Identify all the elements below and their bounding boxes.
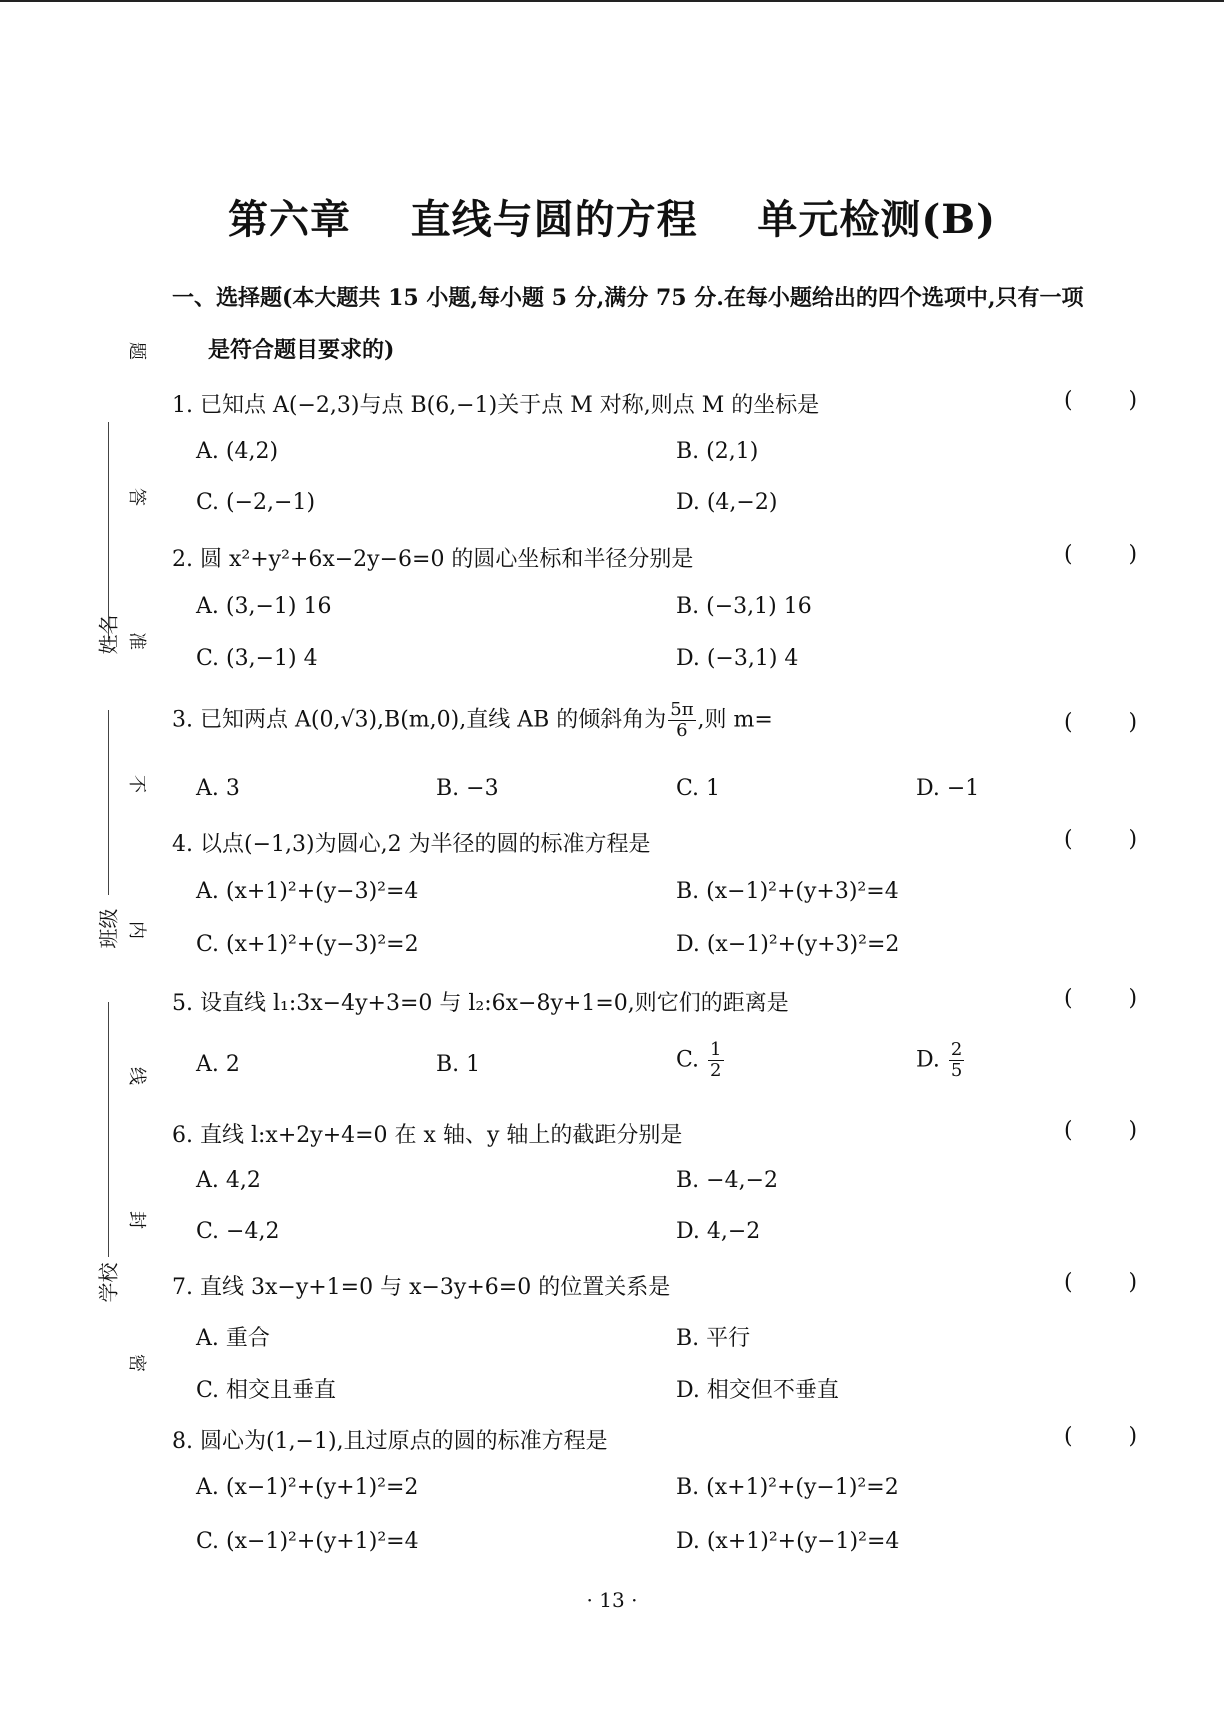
fraction-denominator: 2 (710, 1060, 722, 1081)
question-4-option-c[interactable]: C. (x+1)²+(y−3)²=2 (196, 932, 419, 957)
question-2-option-b[interactable]: B. (−3,1) 16 (676, 594, 812, 619)
question-1-option-a[interactable]: A. (4,2) (196, 439, 279, 464)
question-3-option-b[interactable]: B. −3 (436, 776, 499, 801)
question-4-option-b[interactable]: B. (x−1)²+(y+3)²=4 (676, 879, 899, 904)
question-4-option-a[interactable]: A. (x+1)²+(y−3)²=4 (196, 879, 419, 904)
fraction-numerator: 2 (950, 1039, 963, 1060)
seal-char-2: 答 (126, 488, 147, 506)
question-5-option-c-label: C. (676, 1047, 707, 1073)
question-7-option-d[interactable]: D. 相交但不垂直 (676, 1378, 839, 1403)
page-title: 第六章 直线与圆的方程 单元检测(B) (227, 196, 997, 243)
question-2-stem: 2. 圆 x²+y²+6x−2y−6=0 的圆心坐标和半径分别是 (172, 547, 694, 572)
fraction-denominator: 6 (676, 720, 688, 741)
question-6-option-b[interactable]: B. −4,−2 (676, 1168, 779, 1193)
question-2-option-a[interactable]: A. (3,−1) 16 (196, 594, 332, 619)
question-8-answer-paren[interactable]: ( ) (1064, 1424, 1138, 1449)
section-heading (172, 272, 1142, 376)
question-6-stem: 6. 直线 l:x+2y+4=0 在 x 轴、y 轴上的截距分别是 (172, 1123, 683, 1148)
question-5-option-c[interactable] (676, 1040, 726, 1081)
question-3-stem (172, 700, 773, 741)
fraction-numerator: 1 (710, 1039, 722, 1060)
top-rule (0, 0, 1224, 2)
question-5-option-a[interactable]: A. 2 (196, 1052, 240, 1077)
question-8-option-d[interactable]: D. (x+1)²+(y−1)²=4 (676, 1529, 900, 1554)
question-4-stem: 4. 以点(−1,3)为圆心,2 为半径的圆的标准方程是 (172, 832, 651, 857)
seal-char-4: 不 (126, 775, 147, 793)
seal-char-1: 题 (126, 342, 147, 360)
question-8-option-b[interactable]: B. (x+1)²+(y−1)²=2 (676, 1475, 899, 1500)
question-2-answer-paren[interactable]: ( ) (1064, 542, 1138, 567)
question-3-stem-text: 3. 已知两点 A(0,√3),B(m,0),直线 AB 的倾斜角为 (172, 707, 667, 733)
question-3-stem-tail: ,则 m= (697, 707, 773, 733)
fraction-numerator: 5π (670, 699, 694, 720)
question-1-option-c[interactable]: C. (−2,−1) (196, 490, 316, 515)
question-5-option-d[interactable] (916, 1040, 966, 1081)
question-1-option-b[interactable]: B. (2,1) (676, 439, 759, 464)
seal-char-8: 密 (126, 1354, 147, 1372)
question-7-option-b[interactable]: B. 平行 (676, 1326, 751, 1351)
question-7-option-c[interactable]: C. 相交且垂直 (196, 1378, 337, 1403)
question-5-option-b[interactable]: B. 1 (436, 1052, 481, 1077)
page-number: · 13 · (586, 1588, 638, 1612)
question-6-answer-paren[interactable]: ( ) (1064, 1118, 1138, 1143)
seal-char-7: 封 (126, 1211, 147, 1229)
option-c-fraction (708, 1040, 723, 1081)
name-field-label: 姓名 (96, 614, 121, 655)
section-heading-line2: 是符合题目要求的) (208, 337, 395, 363)
question-4-answer-paren[interactable]: ( ) (1064, 827, 1138, 852)
seal-char-5: 内 (126, 921, 147, 939)
class-field-label: 班级 (96, 908, 121, 949)
question-3-option-d[interactable]: D. −1 (916, 776, 980, 801)
question-1-option-d[interactable]: D. (4,−2) (676, 490, 778, 515)
question-7-option-a[interactable]: A. 重合 (196, 1326, 270, 1351)
question-7-stem: 7. 直线 3x−y+1=0 与 x−3y+6=0 的位置关系是 (172, 1275, 671, 1300)
question-2-option-c[interactable]: C. (3,−1) 4 (196, 646, 318, 671)
option-d-fraction (949, 1040, 964, 1081)
name-field-line[interactable] (108, 422, 109, 642)
class-field-line[interactable] (108, 710, 109, 895)
seal-char-6: 线 (126, 1067, 147, 1085)
fraction-denominator: 5 (950, 1060, 963, 1081)
question-8-option-a[interactable]: A. (x−1)²+(y+1)²=2 (196, 1475, 419, 1500)
question-7-answer-paren[interactable]: ( ) (1064, 1270, 1138, 1295)
question-3-answer-paren[interactable]: ( ) (1064, 710, 1138, 735)
question-6-option-d[interactable]: D. 4,−2 (676, 1219, 761, 1244)
question-5-answer-paren[interactable]: ( ) (1064, 986, 1138, 1011)
question-1-answer-paren[interactable]: ( ) (1064, 388, 1138, 413)
question-5-option-d-label: D. (916, 1047, 947, 1073)
question-6-option-c[interactable]: C. −4,2 (196, 1219, 280, 1244)
school-field-line[interactable] (108, 1002, 109, 1257)
question-4-option-d[interactable]: D. (x−1)²+(y+3)²=2 (676, 932, 900, 957)
question-2-option-d[interactable]: D. (−3,1) 4 (676, 646, 799, 671)
section-heading-line1: 一、选择题(本大题共 15 小题,每小题 5 分,满分 75 分.在每小题给出的四个选项中,只有一项 (172, 285, 1084, 311)
question-8-option-c[interactable]: C. (x−1)²+(y+1)²=4 (196, 1529, 419, 1554)
seal-char-3: 准 (126, 632, 147, 650)
school-field-label: 学校 (96, 1262, 121, 1303)
question-3-fraction (668, 700, 695, 741)
question-6-option-a[interactable]: A. 4,2 (196, 1168, 261, 1193)
question-1-stem: 1. 已知点 A(−2,3)与点 B(6,−1)关于点 M 对称,则点 M 的坐标是 (172, 393, 820, 418)
question-3-option-a[interactable]: A. 3 (196, 776, 240, 801)
question-8-stem: 8. 圆心为(1,−1),且过原点的圆的标准方程是 (172, 1429, 608, 1454)
question-5-stem: 5. 设直线 l₁:3x−4y+3=0 与 l₂:6x−8y+1=0,则它们的距离是 (172, 991, 789, 1016)
question-3-option-c[interactable]: C. 1 (676, 776, 721, 801)
